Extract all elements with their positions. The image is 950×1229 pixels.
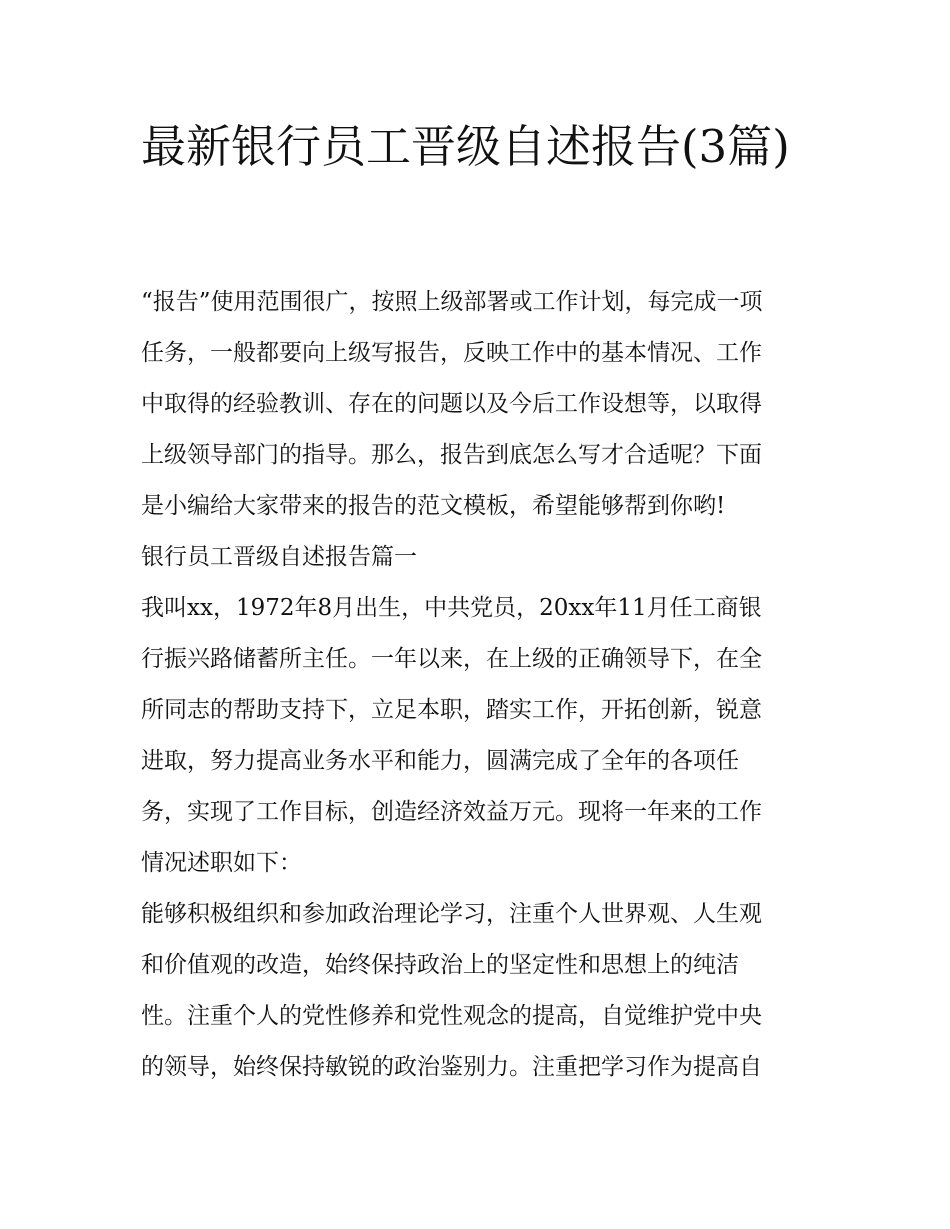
body-line: 务，实现了工作目标，创造经济效益万元。现将一年来的工作: [141, 799, 762, 825]
body-line: 是小编给大家带来的报告的范文模板，希望能够帮到你哟!: [141, 493, 726, 519]
section-heading: 银行员工晋级自述报告篇一: [141, 544, 417, 570]
body-line: 和价值观的改造，始终保持政治上的坚定性和思想上的纯洁: [141, 952, 739, 978]
body-line: 行振兴路储蓄所主任。一年以来，在上级的正确领导下，在全: [141, 646, 762, 672]
body-line: 进取，努力提高业务水平和能力，圆满完成了全年的各项任: [141, 748, 739, 774]
body-line: 任务，一般都要向上级写报告，反映工作中的基本情况、工作: [141, 340, 762, 366]
body-line: 能够积极组织和参加政治理论学习，注重个人世界观、人生观: [141, 901, 762, 927]
body-line: 性。注重个人的党性修养和党性观念的提高，自觉维护党中央: [141, 1003, 762, 1029]
document-title: 最新银行员工晋级自述报告(3篇): [141, 120, 790, 173]
body-line: “报告”使用范围很广，按照上级部署或工作计划，每完成一项: [141, 289, 763, 315]
body-line: 中取得的经验教训、存在的问题以及今后工作设想等，以取得: [141, 391, 762, 417]
body-line: 情况述职如下：: [141, 850, 302, 876]
body-line: 所同志的帮助支持下，立足本职，踏实工作，开拓创新，锐意: [141, 697, 762, 723]
body-line: 我叫xx，1972年8月出生，中共党员，20xx年11月任工商银: [141, 595, 762, 621]
body-line: 的领导，始终保持敏锐的政治鉴别力。注重把学习作为提高自: [141, 1054, 762, 1080]
document-body: [141, 277, 813, 1093]
body-line: 上级领导部门的指导。那么，报告到底怎么写才合适呢？下面: [141, 442, 762, 468]
